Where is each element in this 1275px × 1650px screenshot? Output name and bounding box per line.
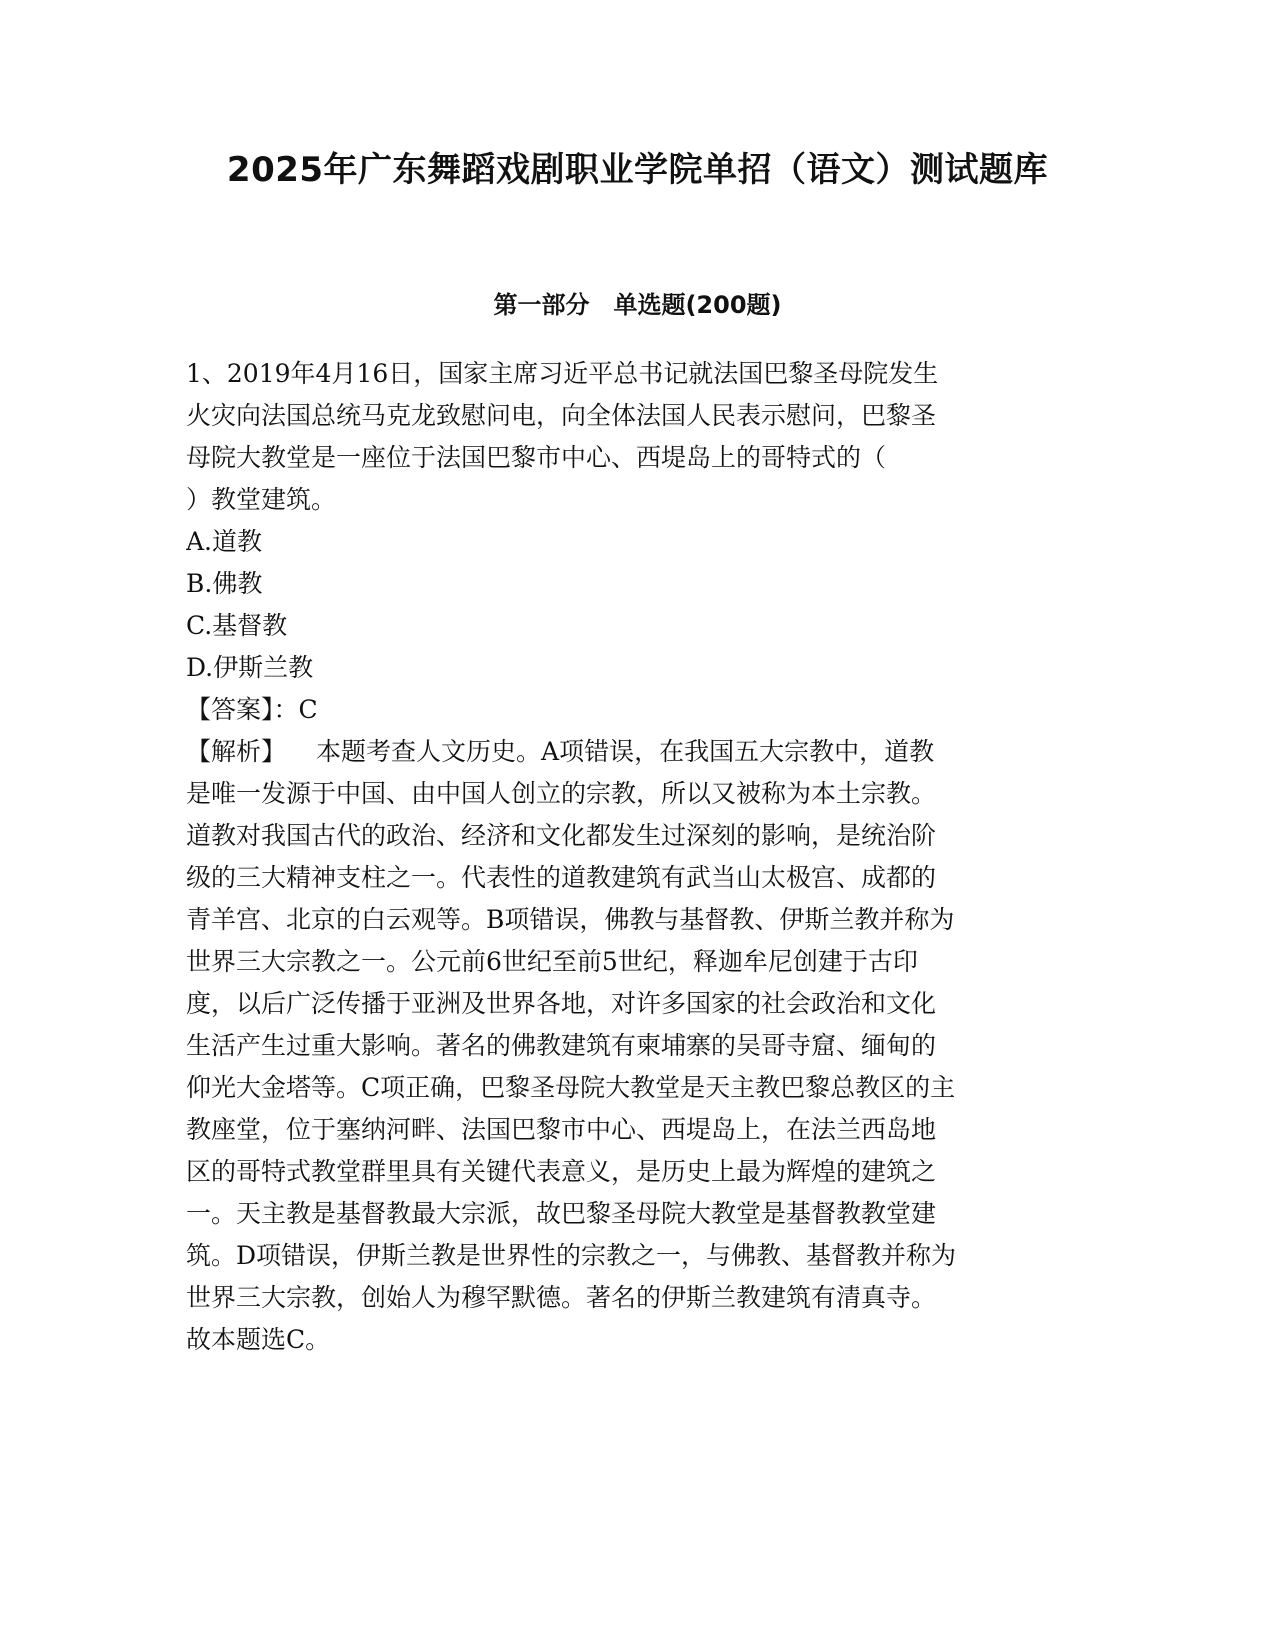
option-d: D.伊斯兰教 [186,653,314,682]
answer-line [186,689,1086,731]
option-a: A.道教 [186,527,263,556]
question-stem-line: ）教堂建筑。 [186,485,337,514]
analysis-line: 是唯一发源于中国、由中国人创立的宗教，所以又被称为本土宗教。 [186,779,937,808]
analysis-line: 世界三大宗教，创始人为穆罕默德。著名的伊斯兰教建筑有清真寺。 [186,1283,937,1312]
section-heading: 第一部分 单选题(200题) [493,291,782,319]
question-block [186,353,1086,1361]
analysis-line: 度，以后广泛传播于亚洲及世界各地，对许多国家的社会政治和文化 [186,989,937,1018]
analysis-line: 区的哥特式教堂群里具有关键代表意义，是历史上最为辉煌的建筑之 [186,1157,937,1186]
analysis-line: 世界三大宗教之一。公元前6世纪至前5世纪，释迦牟尼创建于古印 [186,947,918,976]
question-stem-line: 1、2019年4月16日，国家主席习近平总书记就法国巴黎圣母院发生 [186,359,939,388]
analysis-line: 故本题选C。 [186,1325,331,1354]
analysis-line: 筑。D项错误，伊斯兰教是世界性的宗教之一，与佛教、基督教并称为 [186,1241,957,1270]
analysis-line: 一。天主教是基督教最大宗派，故巴黎圣母院大教堂是基督教教堂建 [186,1199,937,1228]
analysis-label: 【解析】 [186,737,287,766]
answer-label: 【答案】 [186,695,274,724]
answer-value: ：C [273,695,318,724]
analysis-line: 仰光大金塔等。C项正确，巴黎圣母院大教堂是天主教巴黎总教区的主 [186,1073,956,1102]
analysis-line: 生活产生过重大影响。著名的佛教建筑有柬埔寨的吴哥寺窟、缅甸的 [186,1031,937,1060]
analysis-line: 道教对我国古代的政治、经济和文化都发生过深刻的影响，是统治阶 [186,821,937,850]
question-stem [186,353,1086,521]
analysis-line: 级的三大精神支柱之一。代表性的道教建筑有武当山太极宫、成都的 [186,863,937,892]
document-title: 2025年广东舞蹈戏剧职业学院单招（语文）测试题库 [226,150,1049,190]
analysis-text: 本题考查人文历史。A项错误，在我国五大宗教中，道教 [316,737,935,766]
question-stem-line: 母院大教堂是一座位于法国巴黎市中心、西堤岛上的哥特式的（ [186,443,887,472]
analysis-line: 青羊宫、北京的白云观等。B项错误，佛教与基督教、伊斯兰教并称为 [186,905,955,934]
option-c: C.基督教 [186,611,288,640]
analysis-block [186,731,1086,1361]
analysis-line: 教座堂，位于塞纳河畔、法国巴黎市中心、西堤岛上，在法兰西岛地 [186,1115,937,1144]
option-b: B.佛教 [186,569,263,598]
analysis-line [186,731,1086,773]
question-stem-line: 火灾向法国总统马克龙致慰问电，向全体法国人民表示慰问，巴黎圣 [186,401,937,430]
option-list [186,521,1086,689]
